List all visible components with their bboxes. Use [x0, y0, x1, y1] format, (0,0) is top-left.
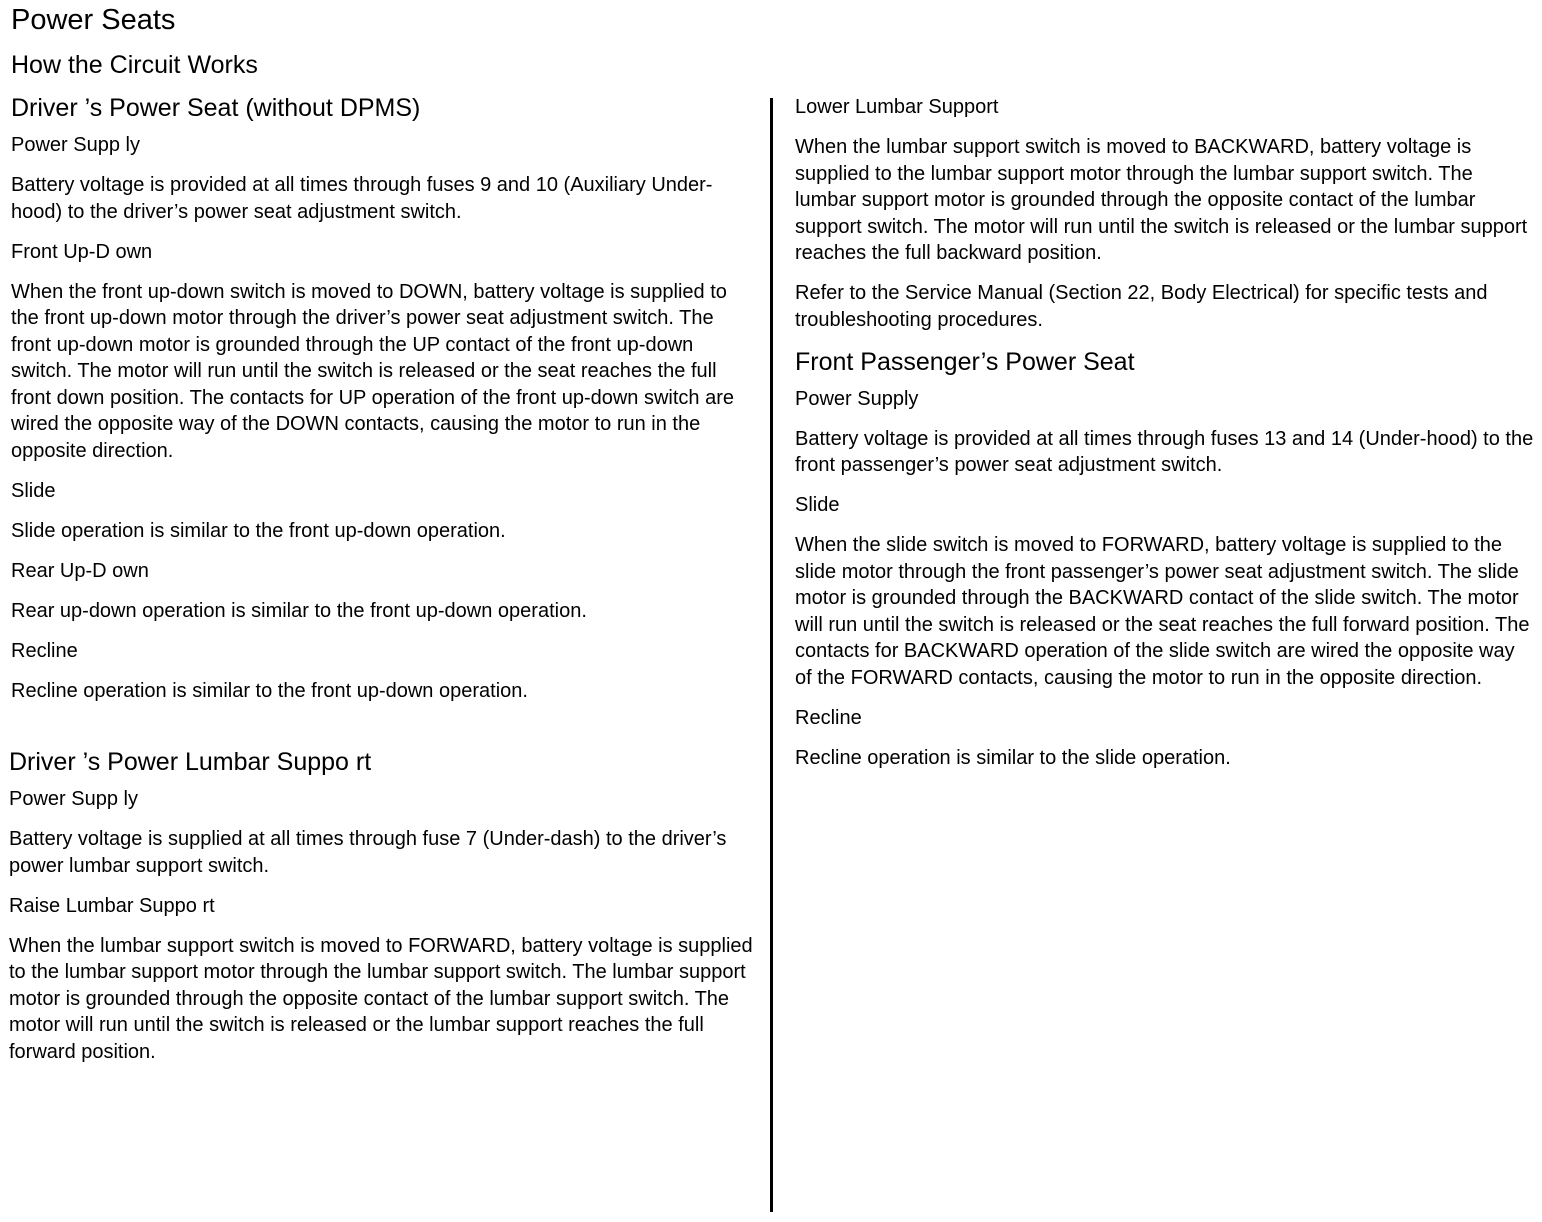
paragraph: Battery voltage is supplied at all times through fuse 7 (Under-dash) to the driver’s power lumbar support switch.: [9, 828, 727, 877]
paragraph: Battery voltage is provided at all times through fuses 9 and 10 (Auxiliary Under-hood) to the driver’s power seat adjustment switch.: [11, 174, 713, 223]
paragraph: Battery voltage is provided at all times through fuses 13 and 14 (Under-hood) to the front passenger’s power seat adjustment switch.: [795, 427, 1534, 476]
paragraph: When the slide switch is moved to FORWARD, battery voltage is supplied to the slide motor through the front passenger’s power seat adjustment switch. The slide motor is grounded through the BACKWARD contact of the slide switch. The motor will run until the switch is released or the seat reaches the full forward position. The contacts for BACKWARD operation of the slide switch are wired the opposite way of the FORWARD contacts, causing the motor to run in the opposite direction.: [795, 534, 1530, 689]
section-title: Driver ’s Power Seat (without DPMS): [11, 94, 421, 122]
page-title: Power Seats: [11, 4, 176, 36]
paragraph: Recline operation is similar to the front up-down operation.: [11, 679, 528, 702]
paragraph: When the lumbar support switch is moved to BACKWARD, battery voltage is supplied to the lumbar support motor through the lumbar support switch. The lumbar support motor is grounded through the opposite contact of the lumbar support switch. The motor will run until the switch is released or the lumbar support reaches the full backward position.: [795, 136, 1528, 264]
drivers-lumbar-section: [9, 747, 754, 1079]
subsection-heading: Power Supply: [795, 387, 919, 410]
subsection-heading: Recline: [11, 639, 78, 662]
paragraph: Rear up-down operation is similar to the front up-down operation.: [11, 599, 587, 622]
refer-paragraph: Refer to the Service Manual (Section 22, Body Electrical) for specific tests and troubleshooting procedures.: [795, 282, 1488, 331]
subsection-heading: Rear Up-D own: [11, 559, 149, 582]
right-column: [795, 94, 1535, 785]
paragraph: Recline operation is similar to the slide operation.: [795, 746, 1231, 769]
drivers-power-seat-section: [11, 93, 756, 718]
section-title: Front Passenger’s Power Seat: [795, 347, 1135, 376]
subsection-heading: Slide: [795, 494, 840, 516]
subsection-heading: Power Supp ly: [9, 788, 138, 810]
page-subtitle: How the Circuit Works: [11, 51, 258, 79]
paragraph: When the front up-down switch is moved to DOWN, battery voltage is supplied to the front up-down motor through the driver’s power seat adjustment switch. The front up-down motor is grounded through the UP contact of the front up-down switch. The motor will run until the switch is released or the seat reaches the full front down position. The contacts for UP operation of the front up-down switch are wired the opposite way of the DOWN contacts, causing the motor to run in the opposite direction.: [11, 280, 734, 462]
subsection-heading: Raise Lumbar Suppo rt: [9, 894, 215, 917]
subsection-heading: Slide: [11, 479, 56, 502]
subsection-heading: Power Supp ly: [11, 134, 140, 156]
paragraph: When the lumbar support switch is moved to FORWARD, battery voltage is supplied to the lumbar support motor through the lumbar support switch. The lumbar support motor is grounded through the opposite contact of the lumbar support switch. The motor will run until the switch is released or the lumbar support reaches the full forward position.: [9, 934, 753, 1063]
subsection-heading: Recline: [795, 706, 862, 729]
subsection-heading: Lower Lumbar Support: [795, 96, 999, 118]
column-divider: [770, 98, 773, 1212]
section-title: Driver ’s Power Lumbar Suppo rt: [9, 748, 372, 776]
paragraph: Slide operation is similar to the front up-down operation.: [11, 519, 506, 542]
subsection-heading: Front Up-D own: [11, 240, 153, 263]
